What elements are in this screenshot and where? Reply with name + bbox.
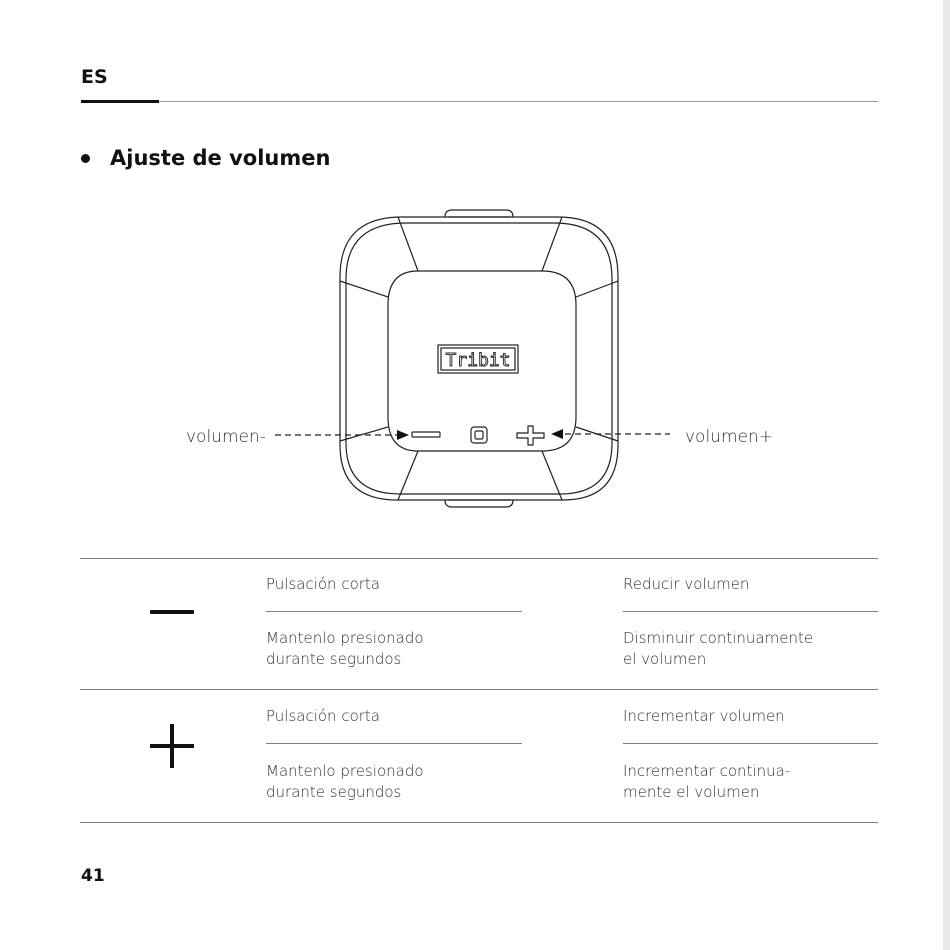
row1-result-2: Disminuir continuamente el volumen xyxy=(623,629,814,668)
section-heading xyxy=(81,146,330,170)
header-rule-accent xyxy=(81,100,159,103)
row1-result-1: Reducir volumen xyxy=(623,575,750,593)
row2-result-2: Incrementar continua- mente el volumen xyxy=(623,762,791,801)
section-title: Ajuste de volumen xyxy=(110,146,331,170)
minus-arrow-icon xyxy=(397,430,409,440)
plus-icon-vertical xyxy=(170,724,174,768)
minus-icon xyxy=(150,610,194,614)
row-divider xyxy=(623,743,878,744)
volume-plus-label: volumen+ xyxy=(685,427,773,447)
speaker-illustration xyxy=(180,205,790,515)
volume-minus-button xyxy=(412,432,440,437)
page-edge xyxy=(943,0,950,950)
row2-input-1: Pulsación corta xyxy=(266,707,380,725)
row2-input-2: Mantenlo presionado durante segundos xyxy=(266,762,424,801)
volume-plus-button xyxy=(517,426,544,445)
bullet-icon xyxy=(81,154,90,163)
row-divider xyxy=(266,743,522,744)
table-rule xyxy=(80,822,878,823)
row1-input-2: Mantenlo presionado durante segundos xyxy=(266,629,424,668)
row-divider xyxy=(266,611,522,612)
speaker-diagram xyxy=(180,205,790,515)
brand-logo: Tribit xyxy=(445,350,511,371)
header-rule xyxy=(159,101,878,102)
row2-result-1: Incrementar volumen xyxy=(623,707,785,725)
power-button xyxy=(471,427,487,443)
plus-arrow-icon xyxy=(551,429,563,439)
page-number: 41 xyxy=(81,866,105,886)
table-rule xyxy=(80,689,878,690)
volume-minus-label: volumen- xyxy=(186,427,266,447)
language-label: ES xyxy=(81,66,108,88)
table-rule xyxy=(80,558,878,559)
row-divider xyxy=(623,611,878,612)
row1-input-1: Pulsación corta xyxy=(266,575,380,593)
